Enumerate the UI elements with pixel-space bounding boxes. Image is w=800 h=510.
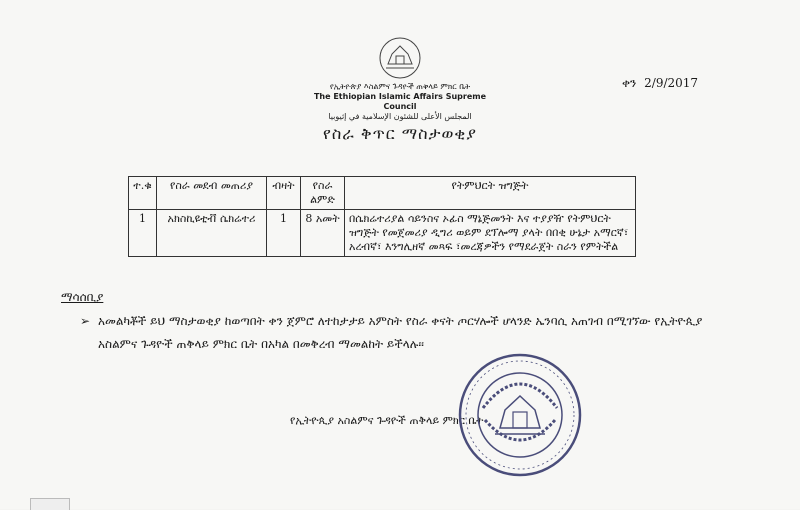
official-stamp-icon bbox=[455, 350, 585, 480]
page-corner-tab bbox=[30, 498, 70, 510]
col-header-experience: የስራ ልምድ bbox=[301, 177, 345, 210]
council-logo-icon bbox=[378, 36, 422, 80]
letterhead bbox=[300, 36, 500, 122]
vacancy-table bbox=[128, 176, 636, 257]
cell-position: አክስኪዩቲቭ ሴክሬተሪ bbox=[157, 210, 267, 257]
date-value: 2/9/2017 bbox=[644, 76, 699, 90]
page-title: የስራ ቅጥር ማስታወቂያ bbox=[323, 124, 477, 143]
org-name-english: The Ethiopian Islamic Affairs Supreme Council bbox=[313, 92, 487, 111]
date-label: ቀን bbox=[622, 76, 637, 90]
note-text: አመልካቾች ይህ ማስታወቂያ ከወጣበት ቀን ጀምሮ ለተከታታይ አምስት የስራ ቀናት ጦርሃሎች ሆላንድ ኤንባሲ አጠገብ በሚገኘው የኢትዮጲያ አስልምና ጉዳዮች ጠቅላይ ምክር ቤት በአካል በመቅረብ ማመልከት ይችላሉ፡፡ bbox=[98, 314, 703, 351]
col-header-position: የስራ መደብ መጠሪያ bbox=[157, 177, 267, 210]
signature-line: የኢትዮጲያ አስልምና ጉዳዮች ጠቅላይ ምክር ቤት bbox=[290, 414, 484, 427]
cell-requirement: በሴክሬተሪያል ሳይንስና ኦፊስ ማኔጅመንት እና ተያያዥ የትምህርት ዝግጅት የመጀመሪያ ዲግሪ ወይም ደፕሎማ ያላት በበቂ ሁኔታ አማርኛ፣ አረብኛ፣ እንግሊዘኛ መጻፍ ፣መረጃዎችን የማደራጀት ስራን የምትችል bbox=[345, 210, 636, 257]
col-header-requirement: የትምህርት ዝግጅት bbox=[345, 177, 636, 210]
org-name-amharic: የኢትዮጵያ እስልምና ጉዳዮች ጠቅላይ ምክር ቤት bbox=[329, 82, 471, 91]
cell-no: 1 bbox=[129, 210, 157, 257]
org-name-arabic: المجلس الأعلى للشئون الإسلامية في إثيوبيا bbox=[328, 112, 472, 121]
cell-count: 1 bbox=[267, 210, 301, 257]
letter-date bbox=[622, 76, 698, 91]
note-heading: ማሳሰቢያ bbox=[61, 290, 104, 304]
table-row bbox=[129, 210, 636, 257]
arrow-bullet-icon: ➢ bbox=[80, 314, 91, 328]
table-header-row bbox=[129, 177, 636, 210]
note-body bbox=[80, 310, 720, 356]
col-header-count: ብዛት bbox=[267, 177, 301, 210]
cell-experience: 8 አመት bbox=[301, 210, 345, 257]
col-header-no: ተ.ቁ bbox=[129, 177, 157, 210]
